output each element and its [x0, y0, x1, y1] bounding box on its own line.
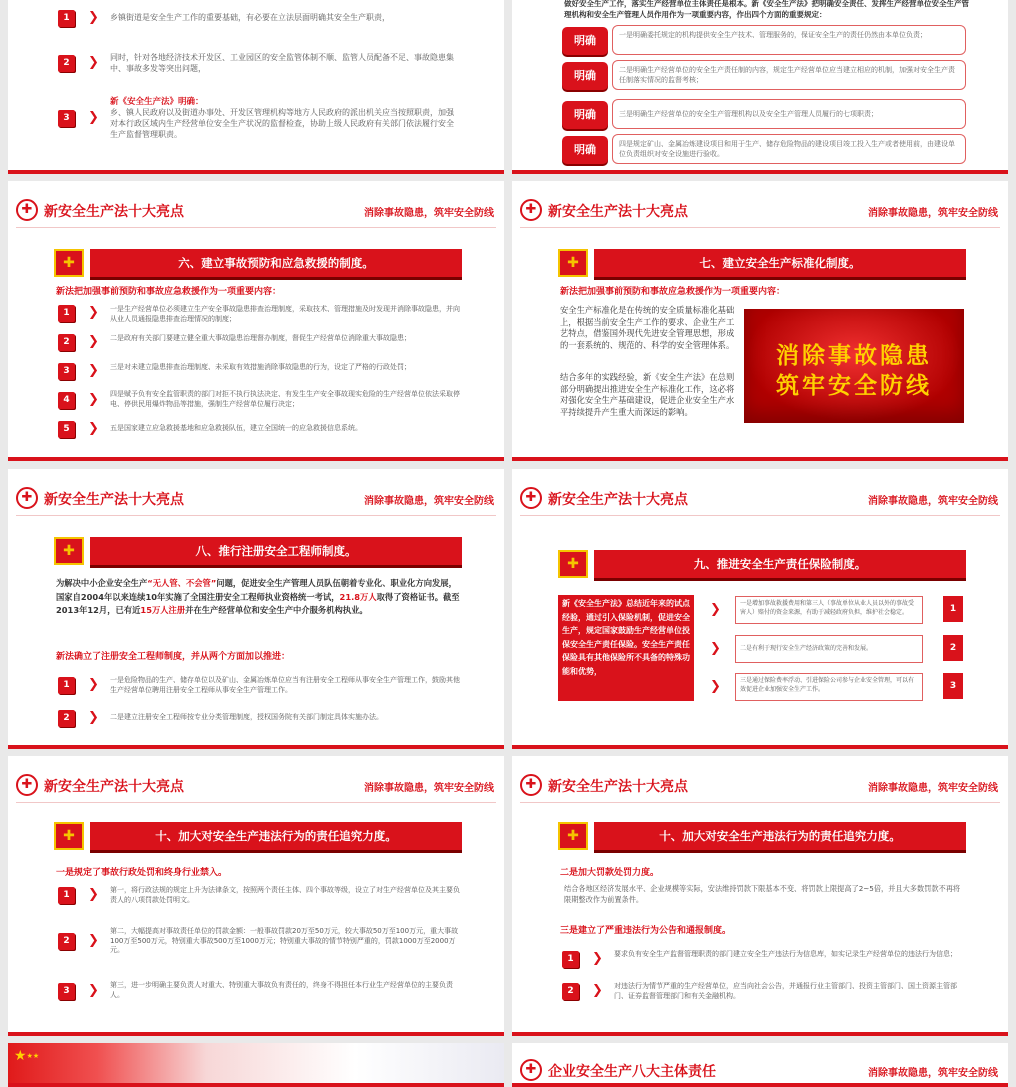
slide-slogan: 消除事故隐患，筑牢安全防线: [868, 783, 998, 794]
china-flag-icon: ★★★: [14, 1048, 40, 1064]
chevron-right-icon: ❯: [88, 392, 99, 407]
slide-header: [16, 483, 496, 513]
safety-emblem-icon: ✚: [558, 550, 588, 578]
item-number: 2: [58, 710, 75, 727]
clarify-box: 二是明确生产经营单位的安全生产责任制的内容，规定生产经营单位应当建立相应的机制，加强对安全生产责任制落实情况的监督考核；: [612, 60, 966, 90]
slide-eight-responsibilities: [512, 1043, 1008, 1087]
slide-title: 新安全生产法十大亮点: [548, 779, 688, 795]
slide-slogan: 消除事故隐患，筑牢安全防线: [868, 496, 998, 507]
item-text: 同时，针对各地经济技术开发区、工业园区的安全监管体制不顺、监管人员配备不足、事故隐患集中、事故多发等突出问题，: [110, 53, 454, 73]
para-text: 并在生产经营单位和安全生产中介服务机构执业。: [185, 605, 368, 615]
section-subtitle: 新法确立了注册安全工程师制度，并从两个方面加以推进：: [56, 652, 291, 662]
section-banner: [558, 550, 966, 578]
clarify-box: 三是明确生产经营单位的安全生产管理机构以及安全生产管理人员履行的七项职责；: [612, 99, 966, 129]
banner-title: 六、建立事故预防和应急救援的制度。: [90, 249, 462, 277]
slogan-image: [744, 309, 964, 423]
slide-liability-insurance: [512, 469, 1008, 749]
slide-slogan: 消除事故隐患，筑牢安全防线: [868, 1068, 998, 1079]
para-text: 问题，促进安全生产管理人员队伍朝着专业化、职业化方向发展，国家自2004年以来连续10年实施了全国注册安全工程师执业资格统一考试，: [56, 578, 457, 602]
engineer-paragraph: [56, 577, 464, 618]
chevron-right-icon: ❯: [88, 933, 99, 948]
clarify-badge: 明确: [562, 27, 608, 55]
clarify-badge: 明确: [562, 62, 608, 90]
intro-text: 做好安全生产工作，落实生产经营单位主体责任是根本。新《安全生产法》把明确安全责任、发挥生产经营单位安全生产管理机构和安全生产管理人员作用作为一项重要内容，作出四个方面的重要规定：: [564, 0, 969, 19]
safety-emblem-icon: ✚: [520, 1059, 542, 1081]
insurance-item-box: 二是有利于现行安全生产经济政策的完善和发展。: [735, 635, 923, 663]
slide-slogan: 消除事故隐患，筑牢安全防线: [868, 208, 998, 219]
clarify-box: 四是规定矿山、金属冶炼建设项目和用于生产、储存危险物品的建设项目竣工投入生产或者使用前，由建设单位负责组织对安全设施进行验收。: [612, 134, 966, 164]
slide-header: [520, 1055, 1000, 1085]
safety-emblem-icon: ✚: [54, 822, 84, 850]
fine-paragraph: 结合各地区经济发展水平、企业规模等实际，安法维持罚款下限基本不变、将罚款上限提高了2~5倍，并且大多数罚款不再将限期整改作为前置条件。: [564, 884, 961, 904]
safety-emblem-icon: ✚: [558, 249, 588, 277]
slide-accident-prevention: [8, 181, 504, 461]
item-text: 乡镇街道是安全生产工作的重要基础，有必要在立法层面明确其安全生产职责，: [110, 13, 390, 22]
item-text: 要求负有安全生产监督管理职责的部门建立安全生产违法行为信息库，如实记录生产经营单位的违法行为信息；: [614, 950, 957, 958]
item-number: 3: [943, 673, 963, 699]
para-text: 为解决中小企业安全生产: [56, 578, 148, 588]
item-number: 3: [58, 983, 75, 1000]
section-banner: [558, 249, 966, 277]
header-divider: [16, 515, 496, 516]
safety-emblem-icon: ✚: [16, 487, 38, 509]
header-divider: [520, 227, 1000, 228]
section-subtitle: 三是建立了严重违法行为公告和通报制度。: [560, 926, 732, 936]
slide-penalties-b: [512, 756, 1008, 1036]
chevron-right-icon: ❯: [88, 983, 99, 998]
slide-title: 新安全生产法十大亮点: [548, 204, 688, 220]
slide-slogan: 消除事故隐患，筑牢安全防线: [364, 208, 494, 219]
chevron-right-icon: ❯: [88, 677, 99, 692]
para-highlight: 21.8万人: [339, 591, 377, 602]
banner-title: 十、加大对安全生产违法行为的责任追究力度。: [594, 822, 966, 850]
chevron-right-icon: ❯: [88, 10, 99, 25]
item-text: 第一，将行政法规的规定上升为法律条文，按照两个责任主体、四个事故等级，设立了对生产经营单位及其主要负责人的八项罚款处罚明文。: [110, 886, 460, 904]
header-divider: [16, 227, 496, 228]
section-subtitle: 新法把加强事前预防和事故应急救援作为一项重要内容：: [56, 287, 282, 297]
item-number: 1: [58, 305, 75, 322]
chevron-right-icon: ❯: [88, 887, 99, 902]
banner-title: 十、加大对安全生产违法行为的责任追究力度。: [90, 822, 462, 850]
item-text: 对违法行为情节严重的生产经营单位，应当向社会公告，并通报行业主管部门、投资主管部门、国土资源主管部门、证券监督管理部门和有关金融机构。: [614, 982, 957, 1000]
standardization-para1: 安全生产标准化是在传统的安全质量标准化基础上，根据当前安全生产工作的要求、企业生产工艺特点，借鉴国外现代先进安全管理思想，形成的一套系统的、规范的、科学的安全管理体系。: [560, 305, 735, 350]
item-number: 2: [943, 635, 963, 661]
para-text: 取得了资格证书。截至2013年12月，已有近: [56, 591, 460, 615]
item-text: 二是政府有关部门要建立健全重大事故隐患治理督办制度，督促生产经营单位消除重大事故隐患；: [110, 334, 411, 342]
chevron-right-icon: ❯: [592, 951, 603, 966]
item-text: 四是赋予负有安全监管职责的部门对拒不执行执法决定、有发生生产安全事故现实危险的生产经营单位依法采取停电、停供民用爆炸物品等措施，强制生产经营单位履行决定；: [110, 390, 460, 408]
section-banner: [558, 822, 966, 850]
item-number: 4: [58, 392, 75, 409]
safety-emblem-icon: ✚: [520, 487, 542, 509]
section-banner: [54, 249, 462, 277]
clarify-badge: 明确: [562, 136, 608, 164]
item-number: 2: [58, 334, 75, 351]
banner-title: 七、建立安全生产标准化制度。: [594, 249, 966, 277]
item-text: 三是对未建立隐患排查治理制度、未采取有效措施消除事故隐患的行为，设定了严格的行政处罚；: [110, 363, 411, 371]
item-number: 2: [58, 55, 75, 72]
item-number: 5: [58, 421, 75, 438]
chevron-right-icon: ❯: [710, 679, 721, 694]
section-subtitle: 一是规定了事故行政处罚和终身行业禁入。: [56, 868, 228, 878]
insurance-item-box: 一是增加事故救援费用和第三人（事故单位从业人员以外的事故受害人）赔付的资金来源，有助于减轻政府负担，维护社会稳定。: [735, 596, 923, 624]
header-divider: [520, 802, 1000, 803]
item-strong: 新《安全生产法》明确：: [110, 97, 204, 107]
slide-title: 新安全生产法十大亮点: [44, 204, 184, 220]
chevron-right-icon: ❯: [88, 305, 99, 320]
banner-title: 九、推进安全生产责任保险制度。: [594, 550, 966, 578]
slide-header: [16, 195, 496, 225]
chevron-right-icon: ❯: [88, 363, 99, 378]
item-text: 一是危险物品的生产、储存单位以及矿山、金属冶炼单位应当有注册安全工程师从事安全生产管理工作，鼓励其他生产经营单位聘用注册安全工程师从事安全生产管理工作。: [110, 676, 460, 694]
para-highlight: “无人管、不会管”: [147, 578, 217, 588]
slide-township-duties: [8, 0, 504, 174]
section-subtitle: 新法把加强事前预防和事故应急救援作为一项重要内容：: [560, 287, 786, 297]
item-number: 1: [58, 10, 75, 27]
item-number: 2: [58, 933, 75, 950]
slide-header: [520, 195, 1000, 225]
chevron-right-icon: ❯: [88, 710, 99, 725]
chevron-right-icon: ❯: [710, 641, 721, 656]
slide-title: 新安全生产法十大亮点: [44, 779, 184, 795]
slide-clarify-responsibility: [512, 0, 1008, 174]
item-text: 五是国家建立应急救援基地和应急救援队伍，建立全国统一的应急救援信息系统。: [110, 424, 362, 432]
standardization-para2: 结合多年的实践经验，新《安全生产法》在总则部分明确提出推进安全生产标准化工作，这必将对强化安全生产基础建设，促进企业安全生产水平持续提升产生重大而深远的影响。: [560, 372, 735, 417]
clarify-badge: 明确: [562, 101, 608, 129]
item-number: 1: [943, 596, 963, 622]
safety-emblem-icon: ✚: [54, 249, 84, 277]
insurance-item-box: 三是通过保险费率浮动、引进保险公司参与企业安全管理，可以有效促进企业加强安全生产工作。: [735, 673, 923, 701]
safety-emblem-icon: ✚: [16, 199, 38, 221]
item-text: 乡、镇人民政府以及街道办事处、开发区管理机构等地方人民政府的派出机关应当按照职责，加强对本行政区域内生产经营单位安全生产状况的监督检查，协助上级人民政府有关部门依法履行安全生产监督管理职责。: [110, 108, 454, 139]
chevron-right-icon: ❯: [88, 55, 99, 70]
header-divider: [520, 515, 1000, 516]
item-number: 3: [58, 110, 75, 127]
item-text: 一是生产经营单位必须建立生产安全事故隐患排查治理制度，采取技术、管理措施及时发现并消除事故隐患，并向从业人员通报隐患排查治理情况的制度；: [110, 305, 460, 323]
item-text: 第三，进一步明确主要负责人对重大、特别重大事故负有责任的，终身不得担任本行业生产经营单位的主要负责人。: [110, 981, 453, 999]
slide-penalties-a: [8, 756, 504, 1036]
para-highlight: 15万人注册: [140, 605, 186, 615]
chevron-right-icon: ❯: [592, 983, 603, 998]
slide-slogan: 消除事故隐患，筑牢安全防线: [364, 496, 494, 507]
slide-title: 新安全生产法十大亮点: [44, 492, 184, 508]
item-number: 1: [58, 887, 75, 904]
item-number: 1: [562, 951, 579, 968]
chevron-right-icon: ❯: [710, 602, 721, 617]
slide-header: [520, 770, 1000, 800]
slide-flag-cover: [8, 1043, 504, 1087]
item-number: 3: [58, 363, 75, 380]
slide-header: [16, 770, 496, 800]
header-divider: [16, 802, 496, 803]
safety-emblem-icon: ✚: [520, 199, 542, 221]
item-number: 2: [562, 983, 579, 1000]
chevron-right-icon: ❯: [88, 421, 99, 436]
clarify-box: 一是明确委托规定的机构提供安全生产技术、管理服务的，保证安全生产的责任仍然由本单位负责；: [612, 25, 966, 55]
chevron-right-icon: ❯: [88, 334, 99, 349]
slide-safety-engineer: [8, 469, 504, 749]
item-text: 第二，大幅提高对事故责任单位的罚款金额：一般事故罚款20万至50万元，较大事故50万至100万元，重大事故100万至500万元，特别重大事故500万至1000万元；特别重大事故的情节特别严重的，罚款1000万至2000万元。: [110, 927, 459, 954]
slide-standardization: [512, 181, 1008, 461]
item-text: 二是建立注册安全工程师按专业分类管理制度，授权国务院有关部门制定具体实施办法。: [110, 713, 383, 721]
slide-title: 企业安全生产八大主体责任: [548, 1064, 716, 1080]
safety-emblem-icon: ✚: [16, 774, 38, 796]
banner-title: 八、推行注册安全工程师制度。: [90, 537, 462, 565]
section-subtitle: 二是加大罚款处罚力度。: [560, 868, 660, 878]
slide-header: [520, 483, 1000, 513]
slogan-image-line1: 消除事故隐患: [776, 343, 932, 369]
chevron-right-icon: ❯: [88, 110, 99, 125]
safety-emblem-icon: ✚: [54, 537, 84, 565]
insurance-panel: 新《安全生产法》总结近年来的试点经验，通过引入保险机制，促进安全生产，规定国家鼓励生产经营单位投保安全生产责任保险。安全生产责任保险具有其他保险所不具备的特殊功能和优势，: [558, 595, 694, 701]
section-banner: [54, 822, 462, 850]
slide-title: 新安全生产法十大亮点: [548, 492, 688, 508]
section-banner: [54, 537, 462, 565]
safety-emblem-icon: ✚: [520, 774, 542, 796]
item-number: 1: [58, 677, 75, 694]
slogan-image-line2: 筑牢安全防线: [776, 373, 932, 399]
safety-emblem-icon: ✚: [558, 822, 588, 850]
slide-slogan: 消除事故隐患，筑牢安全防线: [364, 783, 494, 794]
